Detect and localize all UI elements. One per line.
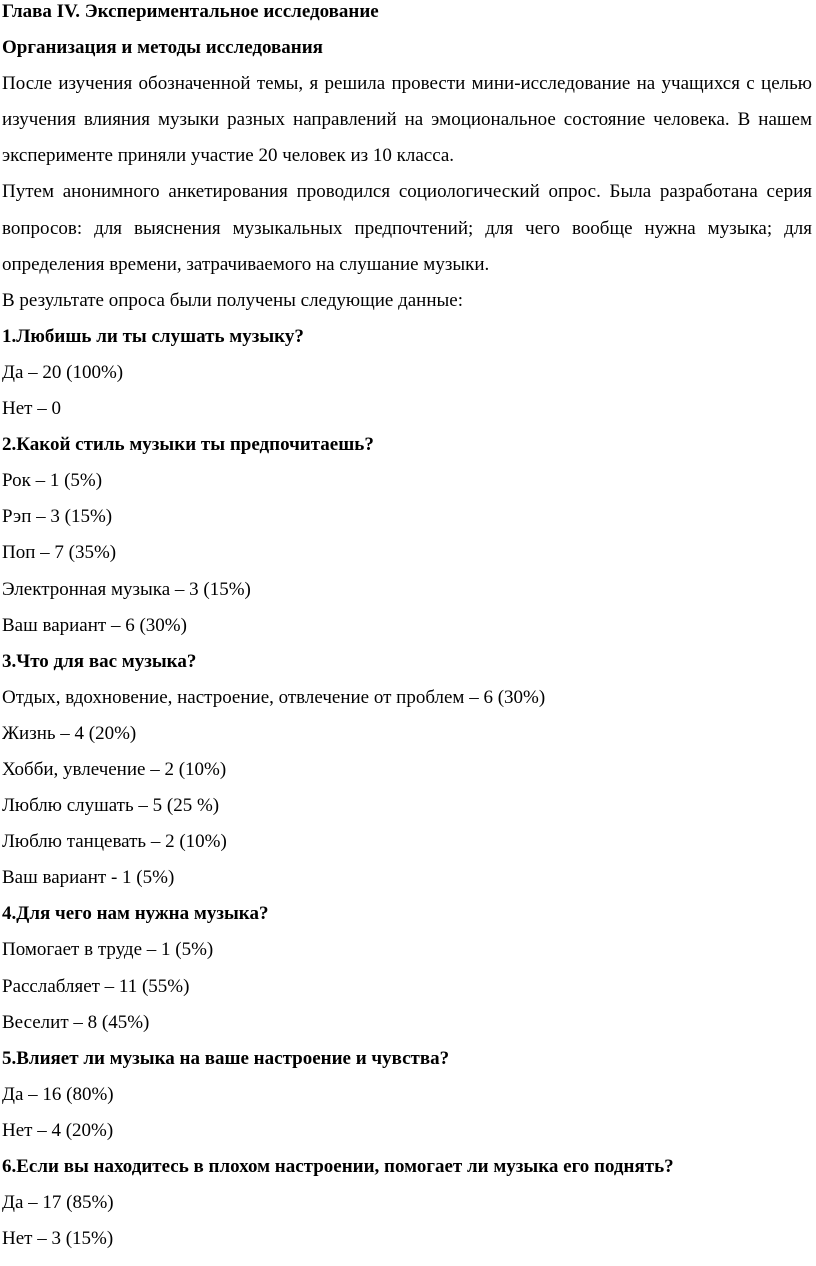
answer-line: Ваш вариант - 1 (5%) — [2, 867, 175, 889]
answer-line: Отдых, вдохновение, настроение, отвлечение от проблем – 6 (30%) — [2, 686, 546, 708]
answer-line: Люблю танцевать – 2 (10%) — [2, 831, 227, 853]
answer-line: Рок – 1 (5%) — [2, 470, 103, 492]
answer-line: Рэп – 3 (15%) — [2, 506, 113, 528]
answer-line: Веселит – 8 (45%) — [2, 1011, 150, 1033]
answer-line: Поп – 7 (35%) — [2, 542, 117, 564]
answer-line: Да – 17 (85%) — [2, 1192, 114, 1214]
answer-line: Помогает в труде – 1 (5%) — [2, 939, 214, 961]
answer-line: Нет – 4 (20%) — [2, 1119, 114, 1141]
answer-line: Расслабляет – 11 (55%) — [2, 975, 190, 997]
answer-line: Жизнь – 4 (20%) — [2, 722, 137, 744]
question-title: 3.Что для вас музыка? — [2, 650, 197, 672]
answer-line: Электронная музыка – 3 (15%) — [2, 578, 251, 600]
intro-paragraph: После изучения обозначенной темы, я решила провести мини-исследование на учащихся с целью изучения влияния музыки разных направлений на эмоциональное состояние человека. В нашем эксперименте приняли участие 20 человек из 10 класса. — [2, 73, 812, 167]
answer-line: Ваш вариант – 6 (30%) — [2, 614, 187, 636]
answer-line: Хобби, увлечение – 2 (10%) — [2, 758, 227, 780]
answer-line: Да – 20 (100%) — [2, 361, 124, 383]
answer-line: Да – 16 (80%) — [2, 1083, 114, 1105]
chapter-title: Глава IV. Экспериментальное исследование — [2, 1, 379, 22]
results-intro: В результате опроса были получены следующие данные: — [2, 289, 463, 311]
method-paragraph: Путем анонимного анкетирования проводился социологический опрос. Была разработана серия вопросов: для выяснения музыкальных предпочтений; для чего вообще нужна музыка; для определения времени, затрачиваемого на слушание музыки. — [2, 181, 812, 275]
question-title: 1.Любишь ли ты слушать музыку? — [2, 325, 304, 347]
question-title: 2.Какой стиль музыки ты предпочитаешь? — [2, 434, 374, 456]
question-title: 4.Для чего нам нужна музыка? — [2, 903, 269, 925]
question-title: 5.Влияет ли музыка на ваше настроение и чувства? — [2, 1047, 450, 1069]
answer-line: Нет – 3 (15%) — [2, 1228, 114, 1250]
answer-line: Люблю слушать – 5 (25 %) — [2, 795, 220, 817]
answer-line: Нет – 0 — [2, 398, 61, 420]
section-title: Организация и методы исследования — [2, 37, 323, 59]
question-title: 6.Если вы находитесь в плохом настроении, помогает ли музыка его поднять? — [2, 1156, 674, 1177]
